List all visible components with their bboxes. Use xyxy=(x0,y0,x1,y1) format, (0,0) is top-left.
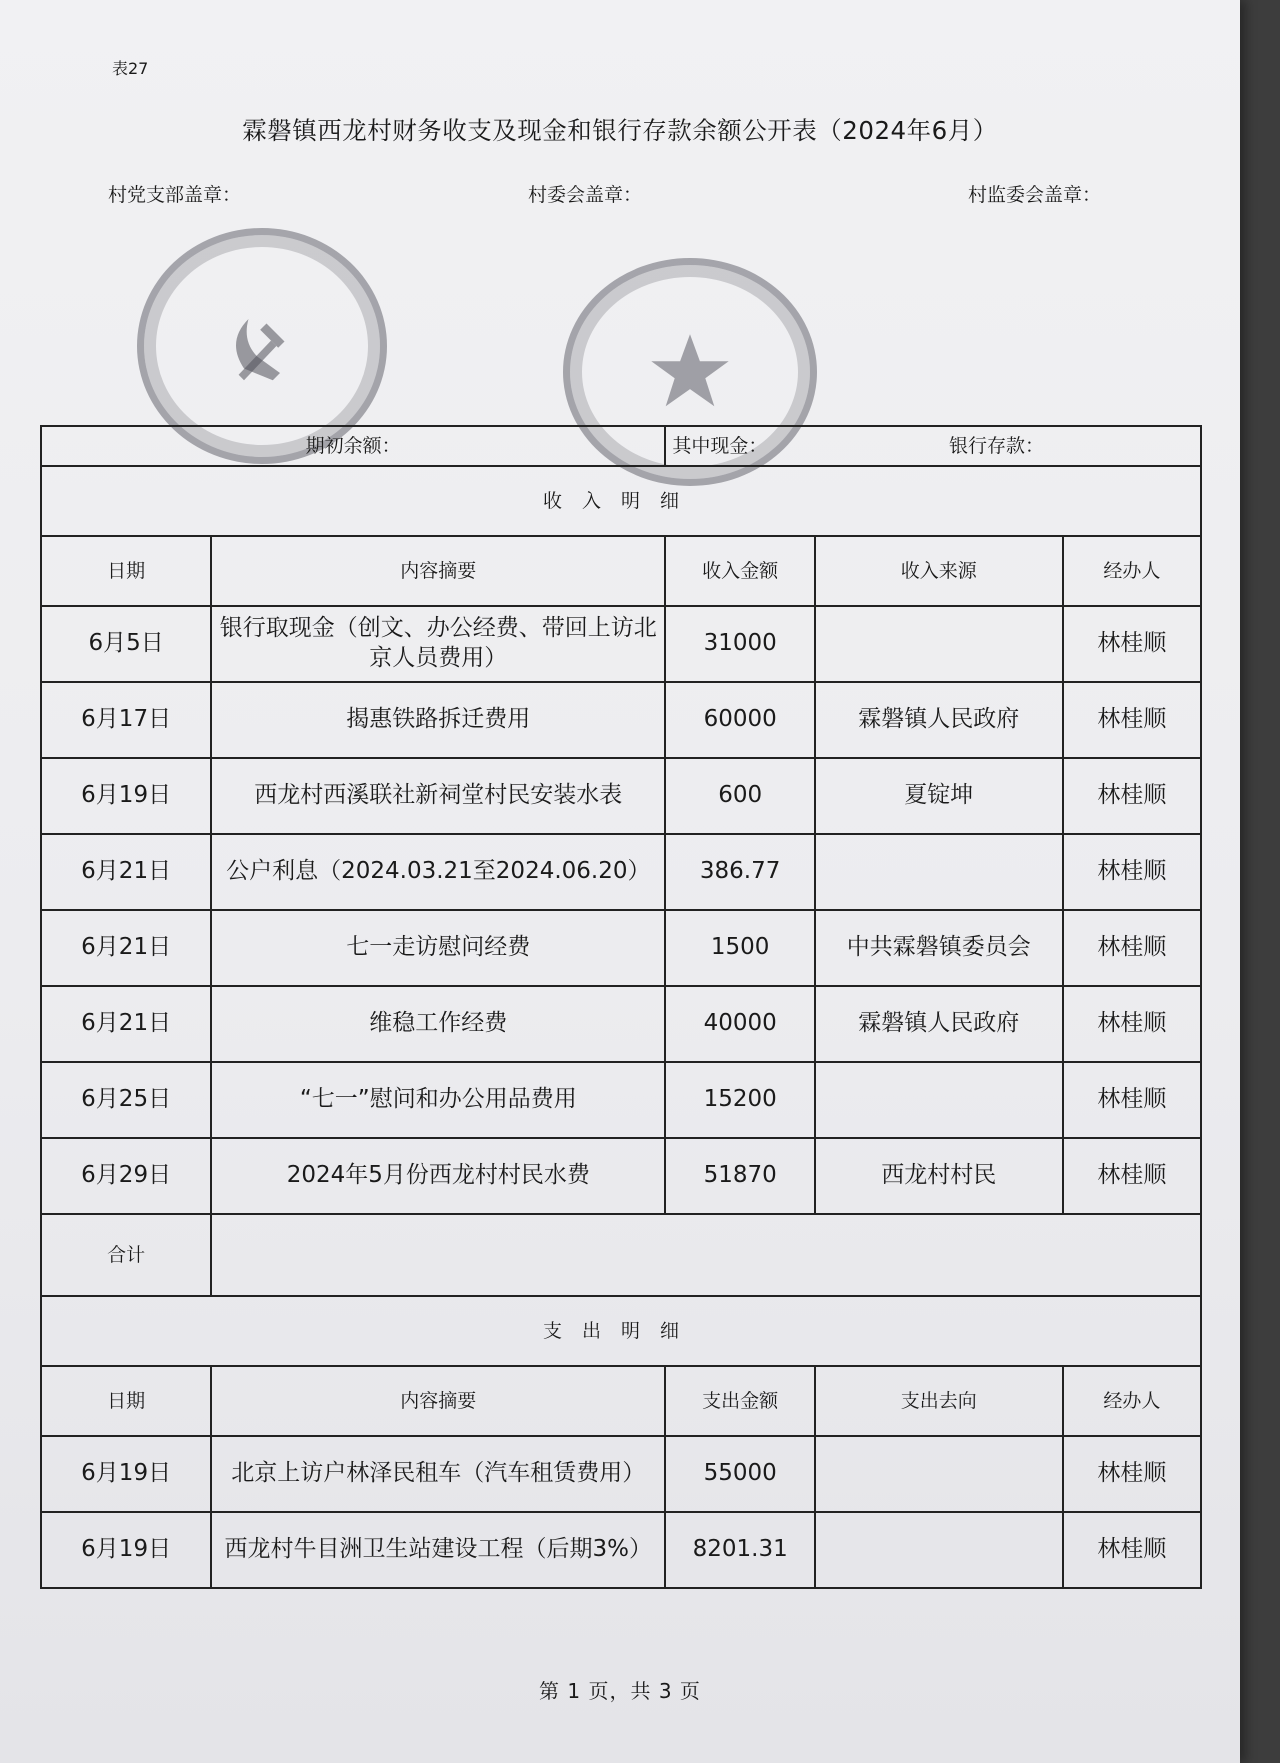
income-handler-cell: 林桂顺 xyxy=(1063,606,1201,682)
income-amount-cell: 15200 xyxy=(665,1062,815,1138)
table-row xyxy=(41,910,1201,986)
income-summary-cell: 银行取现金（创文、办公经费、带回上访北京人员费用） xyxy=(211,606,665,682)
income-date-cell: 6月29日 xyxy=(41,1138,211,1214)
income-summary-cell: 维稳工作经费 xyxy=(211,986,665,1062)
expense-date-cell: 6月19日 xyxy=(41,1436,211,1512)
expense-destination-cell xyxy=(815,1436,1063,1512)
expense-summary-cell: 西龙村牛目洲卫生站建设工程（后期3%） xyxy=(211,1512,665,1588)
income-source-cell xyxy=(815,1062,1063,1138)
expense-section-title: 支出明细 xyxy=(41,1296,1201,1366)
table-row xyxy=(41,758,1201,834)
village-committee-seal-label: 村委会盖章： xyxy=(528,184,643,206)
income-summary-cell: 公户利息（2024.03.21至2024.06.20） xyxy=(211,834,665,910)
opening-balance-label: 期初余额： xyxy=(305,434,401,457)
column-header: 日期 xyxy=(41,1366,211,1436)
income-date-cell: 6月21日 xyxy=(41,910,211,986)
table-row xyxy=(41,606,1201,682)
income-date-cell: 6月21日 xyxy=(41,986,211,1062)
total-value-cell xyxy=(211,1214,1201,1296)
income-source-cell xyxy=(815,606,1063,682)
total-label: 合计 xyxy=(41,1214,211,1296)
column-header: 内容摘要 xyxy=(211,536,665,606)
income-source-cell: 霖磐镇人民政府 xyxy=(815,682,1063,758)
party-branch-seal-label: 村党支部盖章： xyxy=(108,184,242,206)
page-footer: 第 1 页，共 3 页 xyxy=(539,1679,701,1703)
income-date-cell: 6月25日 xyxy=(41,1062,211,1138)
income-handler-cell: 林桂顺 xyxy=(1063,682,1201,758)
cash-label: 其中现金： xyxy=(672,434,768,457)
expense-handler-cell: 林桂顺 xyxy=(1063,1436,1201,1512)
income-summary-cell: 七一走访慰问经费 xyxy=(211,910,665,986)
column-header: 日期 xyxy=(41,536,211,606)
column-header: 收入来源 xyxy=(815,536,1063,606)
expense-amount-cell: 8201.31 xyxy=(665,1512,815,1588)
table-row xyxy=(41,1436,1201,1512)
bank-label: 银行存款： xyxy=(948,434,1044,457)
income-amount-cell: 40000 xyxy=(665,986,815,1062)
income-handler-cell: 林桂顺 xyxy=(1063,758,1201,834)
balance-row xyxy=(41,426,1201,466)
hammer-sickle-icon xyxy=(144,235,380,457)
income-summary-cell: 2024年5月份西龙村村民水费 xyxy=(211,1138,665,1214)
supervision-committee-seal-label: 村监委会盖章： xyxy=(968,184,1102,206)
income-date-cell: 6月17日 xyxy=(41,682,211,758)
expense-destination-cell xyxy=(815,1512,1063,1588)
column-header: 支出金额 xyxy=(665,1366,815,1436)
expense-section-row xyxy=(41,1296,1201,1366)
table-row xyxy=(41,986,1201,1062)
income-summary-cell: 揭惠铁路拆迁费用 xyxy=(211,682,665,758)
income-source-cell xyxy=(815,834,1063,910)
income-handler-cell: 林桂顺 xyxy=(1063,910,1201,986)
income-section-title: 收入明细 xyxy=(41,466,1201,536)
income-date-cell: 6月19日 xyxy=(41,758,211,834)
cash-bank-cell xyxy=(665,426,1201,466)
income-total-row xyxy=(41,1214,1201,1296)
income-amount-cell: 1500 xyxy=(665,910,815,986)
income-section-row xyxy=(41,466,1201,536)
income-amount-cell: 51870 xyxy=(665,1138,815,1214)
income-summary-cell: 西龙村西溪联社新祠堂村民安装水表 xyxy=(211,758,665,834)
income-handler-cell: 林桂顺 xyxy=(1063,986,1201,1062)
income-source-cell: 霖磐镇人民政府 xyxy=(815,986,1063,1062)
income-date-cell: 6月5日 xyxy=(41,606,211,682)
income-handler-cell: 林桂顺 xyxy=(1063,834,1201,910)
income-source-cell: 中共霖磐镇委员会 xyxy=(815,910,1063,986)
table-number: 表27 xyxy=(112,59,149,78)
income-amount-cell: 31000 xyxy=(665,606,815,682)
opening-balance-cell xyxy=(41,426,665,466)
income-date-cell: 6月21日 xyxy=(41,834,211,910)
table-row xyxy=(41,1062,1201,1138)
column-header: 收入金额 xyxy=(665,536,815,606)
column-header: 支出去向 xyxy=(815,1366,1063,1436)
income-source-cell: 夏锭坤 xyxy=(815,758,1063,834)
expense-header-row xyxy=(41,1366,1201,1436)
income-source-cell: 西龙村村民 xyxy=(815,1138,1063,1214)
income-summary-cell: “七一”慰问和办公用品费用 xyxy=(211,1062,665,1138)
income-amount-cell: 600 xyxy=(665,758,815,834)
table-row xyxy=(41,1138,1201,1214)
expense-date-cell: 6月19日 xyxy=(41,1512,211,1588)
income-handler-cell: 林桂顺 xyxy=(1063,1138,1201,1214)
column-header: 经办人 xyxy=(1063,536,1201,606)
table-row xyxy=(41,834,1201,910)
expense-summary-cell: 北京上访户林泽民租车（汽车租赁费用） xyxy=(211,1436,665,1512)
column-header: 内容摘要 xyxy=(211,1366,665,1436)
table-row xyxy=(41,1512,1201,1588)
table-row xyxy=(41,682,1201,758)
income-amount-cell: 60000 xyxy=(665,682,815,758)
expense-handler-cell: 林桂顺 xyxy=(1063,1512,1201,1588)
expense-amount-cell: 55000 xyxy=(665,1436,815,1512)
income-header-row xyxy=(41,536,1201,606)
page-title: 霖磐镇西龙村财务收支及现金和银行存款余额公开表（2024年6月） xyxy=(242,116,998,145)
income-amount-cell: 386.77 xyxy=(665,834,815,910)
finance-table xyxy=(40,425,1202,1589)
income-handler-cell: 林桂顺 xyxy=(1063,1062,1201,1138)
column-header: 经办人 xyxy=(1063,1366,1201,1436)
